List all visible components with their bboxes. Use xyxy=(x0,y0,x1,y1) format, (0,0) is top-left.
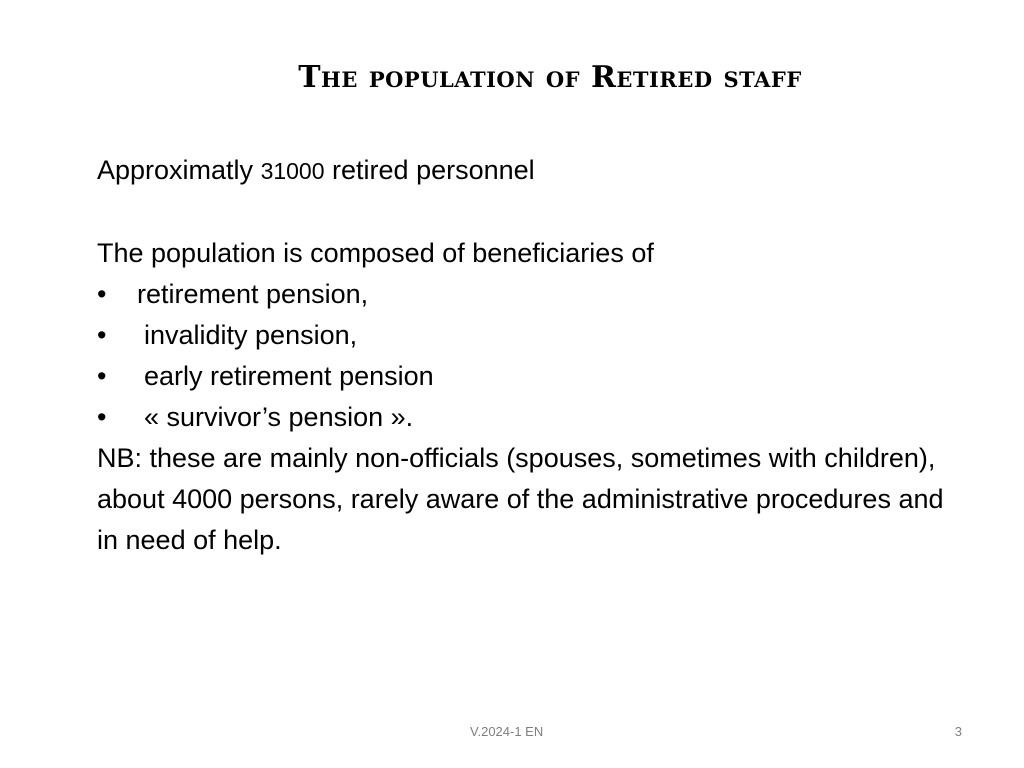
bullet-icon: • xyxy=(97,402,107,432)
intro-line xyxy=(97,150,967,192)
page-number: 3 xyxy=(954,724,962,739)
bullet-icon: • xyxy=(97,279,107,309)
bullet-icon: • xyxy=(97,361,107,391)
bullet-text: retirement pension, xyxy=(137,279,369,309)
slide-body xyxy=(97,150,967,561)
intro-prefix: Approximatly xyxy=(97,155,261,185)
nb-note: NB: these are mainly non-officials (spouses, sometimes with children), about 4000 persons, rarely aware of the administrative procedures and in need of help. xyxy=(97,443,944,555)
bullet-item-invalidity xyxy=(97,315,967,356)
bullet-item-retirement xyxy=(97,274,967,315)
intro-number: 31000 xyxy=(260,158,325,184)
intro-suffix: retired personnel xyxy=(324,155,535,185)
bullet-icon: • xyxy=(97,320,107,350)
footer-version: V.2024-1 EN xyxy=(470,724,544,739)
lead-text: The population is composed of beneficiaries of xyxy=(97,238,654,268)
bullet-text: « survivor’s pension ». xyxy=(144,402,414,432)
bullet-item-early-retirement xyxy=(97,356,967,397)
bullet-text: early retirement pension xyxy=(144,361,434,391)
bullet-text: invalidity pension, xyxy=(144,320,358,350)
spacer xyxy=(97,192,967,233)
slide-title: The population of Retired staff xyxy=(298,60,802,95)
bullet-item-survivor xyxy=(97,397,967,438)
